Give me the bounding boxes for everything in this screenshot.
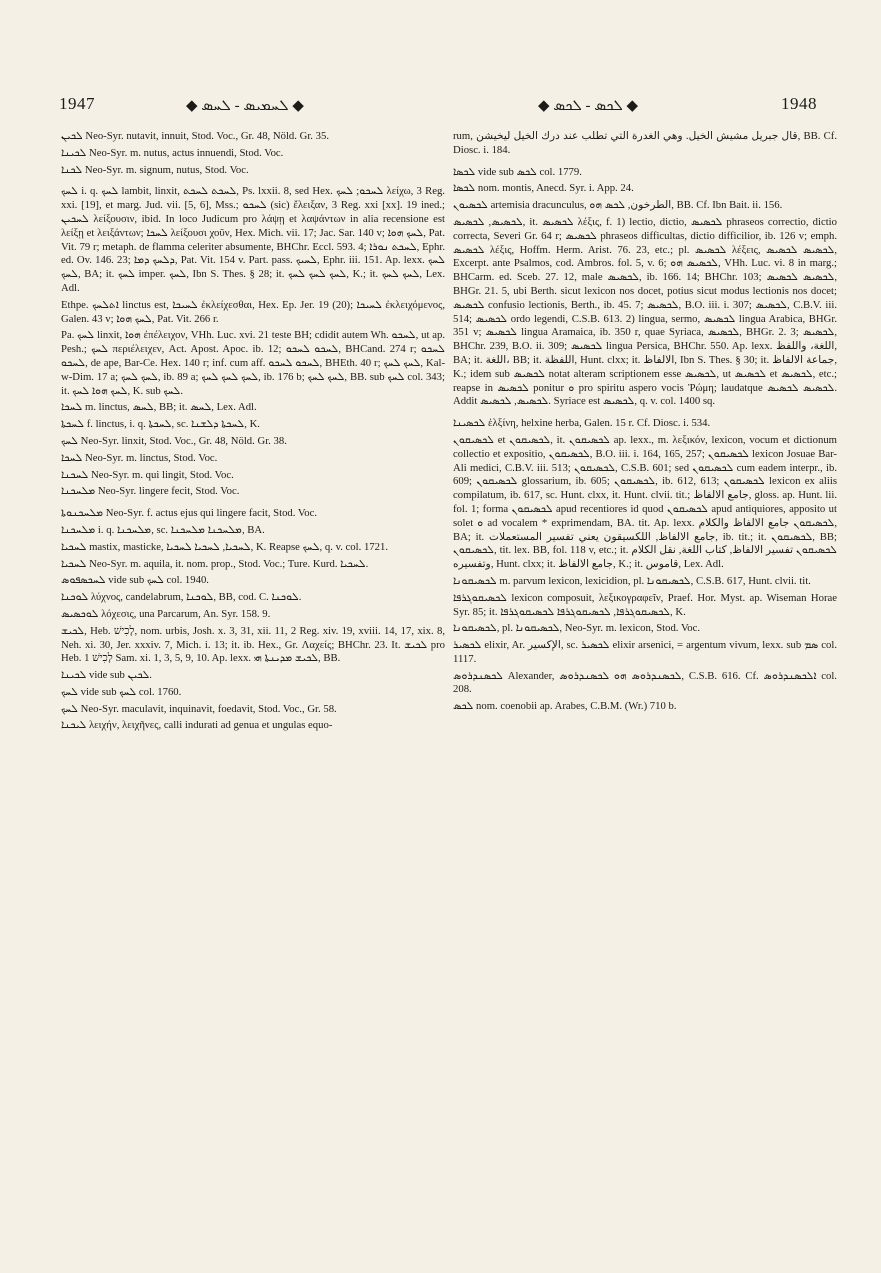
dictionary-entry: ܡܠܚܟܢܐ Neo-Syr. lingere fecit, Stod. Voc. xyxy=(61,485,240,498)
left-running-head: ◆ ܠܚܡܝܣ - ܠܚܣ ◆ xyxy=(186,98,304,114)
dictionary-entry: ܠܚܟܝܐ mastix, masticke, ܠܚܟܝܐ, ܠܚܟܝܐ ܠܚܟܝܐ, K. Reapse ܠܚܟ, q. v. col. 1721. xyxy=(61,540,389,553)
dictionary-entry: ܠܟܣܢܕܪܘܣ Alexander, ܠܟܣܢܕܪܘܣ ܗܘ ܠܟܣܢܕܪܘܣ, C.S.B. 616. Cf. ܐܠܟܣܢܕܪܘܣ col. 208. xyxy=(453,669,837,696)
dictionary-entry: ܠܚܟ vide sub ܠܚܟ col. 1760. xyxy=(61,685,182,698)
dictionary-entry: ܡܠܚܟܢܐ i. q. ܡܠܚܟܢܐ, sc. ܡܠܚܟܢܐ ܡܠܚܟܢܐ, BA. xyxy=(61,523,265,536)
dictionary-entry: ܠܟܣܝܩܘܢܐ m. parvum lexicon, lexicidion, pl. ܠܟܣܝܩܘܢܐ, C.S.B. 617, Hunt. clvii. tit. xyxy=(453,574,811,587)
dictionary-entry: ܠܚܟܢܐ Neo-Syr. m. qui lingit, Stod. Voc. xyxy=(61,468,234,481)
dictionary-entry: ܠܚܟܬܐ f. linctus, i. q. ܠܚܟܬܐ, sc. ܠܚܟܬܐ ܕܠܫܢܐ, K. xyxy=(61,418,260,431)
dictionary-entry: ܠܟܣܝܩܘܓܪܦܐ lexicon composuit, λεξικογραφεῖν, Praef. Hor. Myst. ap. Wiseman Horae Syr. 85; it. ܠܟܣܝܩܘܓܪܦܐ, ܠܟܣܝܩܘܓܪܦܐ ܠܟܣܝܩܘܓܪܦܐ, K. xyxy=(453,591,837,618)
dictionary-entry: ܡܠܚܟܢܘܬܐ Neo-Syr. f. actus ejus qui lingere facit, Stod. Voc. xyxy=(61,507,318,520)
dictionary-entry: ܠܟܣܝܘܢ artemisia dracunculus, الطرخون, ܠܟܣ ܗܘ, BB. Cf. Ibn Bait. ii. 156. xyxy=(453,199,783,212)
dictionary-entry: ܠܟܝܫ, Heb. לָכִישׁ, nom. urbis, Josh. x. 3, 31, xii. 11, 2 Reg. xiv. 19, xviii. 14, 17, xix. 8, Neh. xi. 30, Jer. xxxiv. 7, Mich. i. 13; it. ib. Hex., Gr. Λαχείς; BHChr. 23. It. ܠܟܝܫ pro Heb. לָכִישׁ 1 Sam. xi. 1, 3, 5, 9, 10. Ap. lexx. ܠܟܝܫ ܡܕܝܢܬܐ ܗܝ, BB. xyxy=(61,624,445,665)
dictionary-entry: ܠܟܣ nom. coenobii ap. Arabes, C.B.M. (Wr.) 710 b. xyxy=(453,700,677,713)
dictionary-entry: Ethpe. ܐܬܠܚܟ linctus est, ܠܚܝܟܐ ἐκλείχεσθαι, Hex. Ep. Jer. 19 (20); ܠܚܝܟܐ ἐκλειχόμενος, Galen. 43 v; ܠܚܟ ܗܘܐ, Pat. Vit. 266 r. xyxy=(61,298,445,325)
dictionary-entry: ܠܚܟ i. q. ܠܚܟ lambit, linxit, ܠܚܟܬ ܠܚܟܬ, Ps. lxxii. 8, sed Hex. ܠܚܟܘ; ܠܚܟ λείχω, 3 Reg. xxi. [19], et marg. Jud. vii. [5, 6], Mss.; ܠܚܟܘ (sic) ἔλειξαν, 3 Reg. xxi [xx]. 19 ined.; ܠܚܟܝܢ λείξουσιν, ibid. In loco Judicum pro λάψῃ et λαψάντων in alia recensione est λείξῃ et λειξάντων; ܠܚܟܐ λείξουσι χοῦν, Hex. Mich. vii. 17; Jac. Sar. 140 v; ܠܚܟ ܗܘܐ, Pat. Vit. 79 r; metaph. de flamma celeriter absumente, BHChr. Eccl. 593. 4; ܠܚܟܬ ܢܘܪܐ, Ephr. ed. Ov. 146. 23; ܕܠܚܟ ܕܡܐ, Pat. Vit. 154 v. Part. pass. ܠܚܝܟ, Ephr. iii. 151. Ap. lexx. ܠܚܟ ܠܚܟ, BA; it. ܠܚܟ imper. ܠܚܟ, Ibn S. Thes. § 28; it. ܠܚܟ ܠܚܟ ܠܚܟ, K.; it. ܠܚܟ ܠܚܟ, Lex. Adl. xyxy=(61,185,445,294)
column-gutter xyxy=(448,132,449,1240)
dictionary-entry: ܠܟܢܐ Neo-Syr. m. signum, nutus, Stod. Voc. xyxy=(61,163,249,176)
dictionary-entry: ܠܟܝܢ Neo-Syr. nutavit, innuit, Stod. Voc., Gr. 48, Nöld. Gr. 35. xyxy=(61,130,329,142)
dictionary-entry: ܠܟܣܝܩܘܢ et ܠܟܣܝܩܘܢ, it. ܠܟܣܝܩܘܢ ap. lexx., m. λεξικόν, lexicon, vocum et dictionum collectio et expositio, ܠܟܣܝܩܘܢ, B.O. iii. i. 164, 165, 257; ܠܟܣܝܩܘܢ lexicon Josuae Bar-Ali medici, C.B.V. iii. 513; ܠܟܣܝܩܘܢ, C.S.B. 601; sed ܠܟܣܝܩܘܢ cum eadem interpr., ib. 609; ܠܟܣܝܩܘܢ glossarium, ib. 605; ܠܟܣܝܩܘܢ, ib. 612, 613; ܠܟܣܝܩܘܢ lexicon ex aliis compilatum, ib. 617, sc. Hunt. clxx, it. Hunt. clvii. tit.; جامع الالفاظ, gloss. ap. Hunt. lii. fol. 1; forma ܠܟܣܝܩܘܢ apud recentiores id quod ܠܟܣܝܩܘܢ apud antiquiores, apposito ut solet ܘ ad vocalem * exprimendam, BA. tit. Ap. lexx. ܠܟܣܝܩܘܢ جامع الالفاظ والكلام, BA; it. جامع الالفاظ, اللكسيقون يعني تفسير المستعملات, ib. tit.; it. ܠܟܣܝܩܘܢ, BB; ܠܟܣܝܩܘܢ, tit. lex. BB, fol. 118 v, etc.; it. ܠܟܣܝܩܘܢ تفسير الالفاظ, كتاب اللغة, نقل الكلام وتفسيره, Hunt. clxx; it. جامع الالفاظ, K.; it. قاموس, Lex. Adl. xyxy=(453,433,837,571)
dictionary-entry: ܠܚܟܐ Neo-Syr. m. linctus, Stod. Voc. xyxy=(61,451,218,464)
dictionary-entry: ܠܘܟܣܝܣ λόχεσις, una Parcarum, An. Syr. 158. 9. xyxy=(61,607,271,620)
left-column xyxy=(61,130,445,736)
dictionary-entry: ܠܟܣܐ vide sub ܠܟܣ col. 1779. xyxy=(453,165,582,178)
dictionary-entry: ܠܟܣܝܢܐ ἑλξίνη, helxine herba, Galen. 15 r. Cf. Diosc. i. 534. xyxy=(453,417,711,430)
dictionary-entry: ܠܚܟܐ m. linctus, ܠܚܣ, BB; it. ܠܚܣ, Lex. Adl. xyxy=(61,401,257,414)
dictionary-entry: Pa. ܠܚܟ linxit, ܗܘܐ ἐπέλειχον, VHh. Luc. xvi. 21 teste BH; cdidit autem Wh. ܠܚܟܘ, ut ap. Pesh.; ܠܚܟ περιέλειχεν, Act. Apost. Apoc. ib. 12; ܠܚܟܘ ܠܚܟܘ, BHCand. 274 r; ܠܚܟܘ ܠܚܟܘ, de ape, Bar-Ce. Hex. 140 r; inf. cum aff. ܠܚܟܘ ܠܚܟܘ, BHEth. 40 r; ܠܚܟ ܠܚܟ, Kal-w-Dim. 17 a; ܠܚܟ ܠܚܟ, ib. 89 a; ܠܚܟ ܠܚܟ ܠܚܟ, ib. 176 b; ܠܚܟ ܠܚܟ, BB. sub ܠܚܟ col. 343; it. ܠܚܟ ܗܘܐ ܠܚܟ, K. sub ܠܚܟ. xyxy=(61,329,445,397)
dictionary-entry: ܠܚܟ Neo-Syr. maculavit, inquinavit, foedavit, Stod. Voc., Gr. 58. xyxy=(61,702,337,715)
left-page-number: 1947 xyxy=(59,94,95,113)
dictionary-entry: ܠܟܝܢܐ Neo-Syr. m. nutus, actus innuendi, Stod. Voc. xyxy=(61,146,284,159)
dictionary-entry: ܠܚܟ Neo-Syr. linxit, Stod. Voc., Gr. 48, Nöld. Gr. 38. xyxy=(61,434,287,447)
dictionary-entry: ܠܝܟܢܐ λειχήν, λειχῆνες, calli indurati ad genua et ungulas equo- xyxy=(61,719,333,732)
page-header xyxy=(0,94,881,120)
dictionary-entry: ܠܚܟܣܦܘܣ vide sub ܠܚܟ col. 1940. xyxy=(61,574,209,587)
dictionary-entry: ܠܟܣܝܩܘܢܐ, pl. ܠܟܣܝܩܘܢܐ, Neo-Syr. m. lexicon, Stod. Voc. xyxy=(453,622,701,635)
right-page-number: 1948 xyxy=(781,94,817,113)
dictionary-entry: ܠܟܣܐ nom. montis, Anecd. Syr. i. App. 24. xyxy=(453,182,634,195)
right-running-head: ◆ ܠܟܣ - ܠܟܣ ◆ xyxy=(538,98,639,114)
dictionary-entry: ܠܟܣܝܣ, ܠܟܣܝܣ, it. ܠܟܣܝܣ λέξις, f. 1) lectio, dictio, ܠܟܣܝܣ phraseos correctio, dictio correcta, Severi Gr. 64 r; ܠܟܣܝܣ phraseos difficultas, dictio difficilior, ib. 126 v; emph. ܠܟܣܝܣ λέξις, Hoffm. Herm. Arist. 76. 23, etc.; pl. ܠܟܣܝܣ λέξεις, ܠܟܣܝܣ ܠܟܣܝܣ, Excerpt. ante Psalmos, cod. Ambros. fol. 5, v. 6; ܠܟܣܝܣ ܗܘ, VHh. Luc. vi. 8 in marg.; BHCarm. ed. Sceb. 27. 12, male ܠܟܣܝܣ, ib. 166. 14; BHChr. 103; ܠܟܣܝܣ ܠܟܣܝܣ, BHGr. 21. 5, ubi Berth. sicut lexicon nos docet, potius sicut modus lectionis nos docet; ܠܟܣܝܣ confusio lectionis, Berth., ib. 45. 7; ܠܟܣܝܣ, B.O. iii. i. 307; ܠܟܣܝܣ, C.B.V. iii. 514; ܠܟܣܝܣ ordo legendi, C.S.B. 613. 2) lingua, sermo, ܠܟܣܝܣ lingua Arabica, BHGr. 351 v; ܠܟܣܝܣ lingua Aramaica, ib. 350 r, quae Syriaca, ܠܟܣܝܣ, BHGr. 2. 3; ܠܟܣܝܣ, BHChr. 239, B.O. ii. 309; ܠܟܣܝܣ lingua Persica, BHChr. 550. Ap. lexx. اللغة، واللفظ, BA; it. اللغة، BB; it. اللفظة, Hunt. clxx; it. الالفاظ, Ibn S. Thes. § 30; it. جماعة الالفاظ, K.; idem sub ܠܟܣܝܣ notat alteram scriptionem esse ܠܟܣܝܣ, ut ܠܟܣܝܣ et ܠܟܣܝܣ, etc.; reapse in ܠܟܣܝܣ ponitur ܘ pro spiritu aspero vocis Ῥώμη; laudatque ܠܟܣܝܣ ܠܟܣܝܣ. Addit ܠܟܣܝܣ, ܠܟܣܝܣ. Syriace est ܠܟܣܝܣ, q. v. col. 1400 sq. xyxy=(453,215,837,408)
dictionary-entry: ܠܟܝܢܐ vide sub ܠܟܝܢ. xyxy=(61,669,152,682)
dictionary-entry: ܠܘܟܢܐ λύχνος, candelabrum, ܠܘܟܢܐ, BB, cod. C. ܠܘܟܢܐ. xyxy=(61,591,302,604)
dictionary-entry: rum, قال جبريل مشيش الخيل. وهي الغدرة التي تطلب عند درك الخيل ليخيشن, BB. Cf. Diosc. i. 184. xyxy=(453,130,837,156)
right-column xyxy=(453,130,837,717)
dictionary-entry: ܠܚܟܝܐ Neo-Syr. m. aquila, it. nom. prop., Stod. Voc.; Ture. Kurd. ܠܚܟܝܐ. xyxy=(61,557,369,570)
dictionary-entry: ܠܟܣܝܪ elixir, Ar. الإكسير, sc. ܠܟܣܝܪ elixir arsenici, = argentum vivum, lexx. sub ܣܡ col. 1117. xyxy=(453,639,837,665)
